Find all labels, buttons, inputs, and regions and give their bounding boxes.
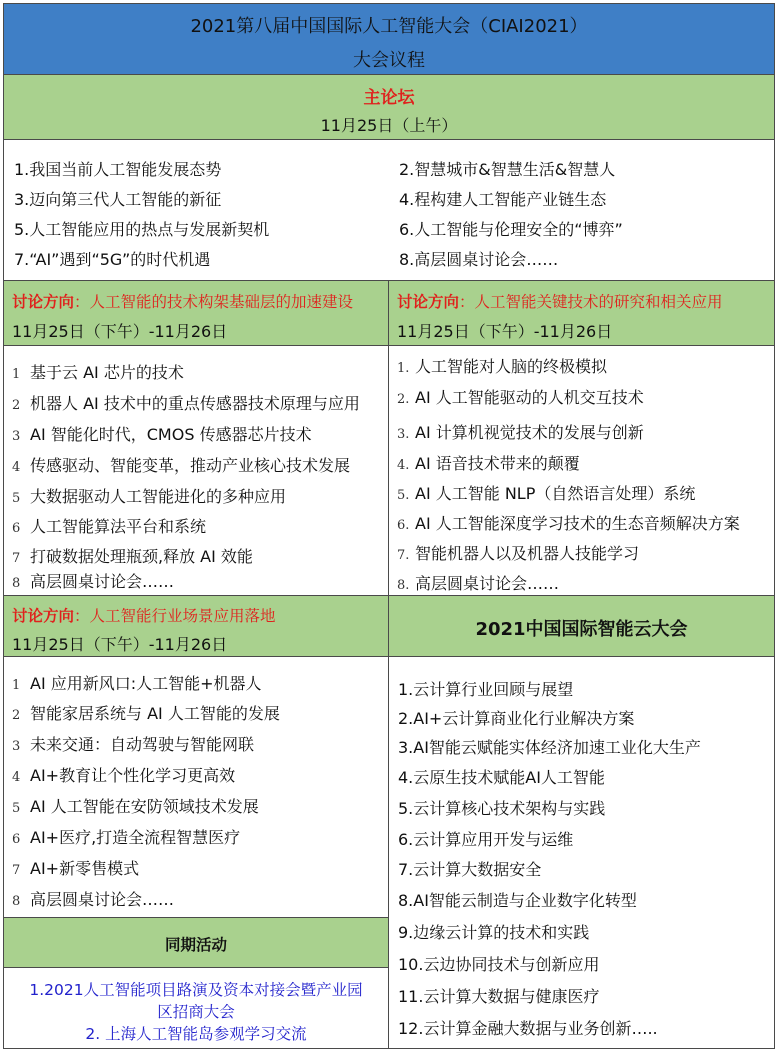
track-b-items — [388, 345, 775, 596]
track-a-title — [12, 290, 353, 312]
list-item: 4 传感驱动、智能变革，推动产业核心技术发展 — [12, 456, 351, 475]
list-item: 4.云原生技术赋能AI人工智能 — [398, 768, 605, 787]
list-item: 1 基于云 AI 芯片的技术 — [12, 363, 184, 382]
track-c-header — [3, 595, 389, 657]
track-c-label: 讨论方向 — [12, 607, 75, 625]
track-a-header — [3, 280, 389, 346]
list-item: 1.我国当前人工智能发展态势 — [14, 160, 222, 179]
track-c-date: 11月25日（下午）-11月26日 — [12, 635, 228, 654]
list-item: 6. AI 人工智能深度学习技术的生态音频解决方案 — [397, 514, 740, 533]
list-item: 9.边缘云计算的技术和实践 — [398, 923, 590, 942]
track-b-date: 11月25日（下午）-11月26日 — [397, 322, 613, 341]
list-item: 6 AI+医疗,打造全流程智慧医疗 — [12, 828, 241, 847]
list-item: 5 AI 人工智能在安防领域技术发展 — [12, 797, 259, 816]
list-item: 2.AI+云计算商业化行业解决方案 — [398, 709, 635, 728]
side-events-title: 同期活动 — [164, 936, 227, 954]
list-item: 3 AI 智能化时代，CMOS 传感器芯片技术 — [12, 425, 312, 444]
cloud-conf-items — [388, 656, 775, 1049]
track-c-items — [3, 656, 389, 918]
list-item: 3 未来交通：自动驾驶与智能网联 — [12, 735, 255, 754]
list-item: 5. AI 人工智能 NLP（自然语言处理）系统 — [397, 484, 696, 503]
list-item: 7 AI+新零售模式 — [12, 859, 140, 878]
side-events-header — [3, 917, 389, 968]
track-a-label: 讨论方向 — [12, 293, 75, 311]
list-item: 6.云计算应用开发与运维 — [398, 830, 574, 849]
list-item: 8. 高层圆桌讨论会…… — [397, 574, 560, 593]
list-item: 8.AI智能云制造与企业数字化转型 — [398, 891, 637, 910]
list-item: 2 机器人 AI 技术中的重点传感器技术原理与应用 — [12, 394, 360, 413]
track-b-header — [388, 280, 775, 346]
track-b-label: 讨论方向 — [397, 293, 460, 311]
list-item: 2 智能家居系统与 AI 人工智能的发展 — [12, 704, 280, 723]
list-item: 2.智慧城市&智慧生活&智慧人 — [399, 160, 616, 179]
list-item: 3. AI 计算机视觉技术的发展与创新 — [397, 423, 644, 442]
list-item: 5.人工智能应用的热点与发展新契机 — [14, 220, 270, 239]
list-item: 3.迈向第三代人工智能的新征 — [14, 190, 222, 209]
track-c-topic: ：人工智能行业场景应用落地 — [74, 607, 276, 625]
side-event-1-line1: 1.2021人工智能项目路演及资本对接会暨产业园 — [29, 981, 363, 999]
list-item: 4. AI 语音技术带来的颠覆 — [397, 454, 580, 473]
list-item: 8.高层圆桌讨论会…… — [399, 250, 559, 269]
list-item: 5.云计算核心技术架构与实践 — [398, 799, 606, 818]
main-forum-date: 11月25日（上午） — [320, 116, 458, 135]
header-banner — [3, 3, 775, 75]
main-forum-items — [3, 139, 775, 281]
agenda-subtitle: 大会议程 — [353, 50, 425, 71]
track-a-date: 11月25日（下午）-11月26日 — [12, 322, 228, 341]
list-item: 10.云边协同技术与创新应用 — [398, 955, 600, 974]
list-item: 1 AI 应用新风口:人工智能+机器人 — [12, 674, 262, 693]
main-forum-label: 主论坛 — [363, 88, 415, 108]
track-b-title — [397, 290, 723, 312]
list-item: 8 高层圆桌讨论会…… — [12, 572, 175, 591]
side-event-1-line2: 区招商大会 — [157, 1003, 235, 1021]
conference-title: 2021第八届中国国际人工智能大会（CIAI2021） — [190, 16, 588, 37]
cloud-conf-title: 2021中国国际智能云大会 — [475, 619, 688, 640]
track-a-topic: ：人工智能的技术构架基础层的加速建设 — [74, 293, 354, 311]
track-c-title — [12, 604, 276, 626]
list-item: 6.人工智能与伦理安全的“博弈” — [399, 220, 623, 239]
side-event-2: 2. 上海人工智能岛参观学习交流 — [85, 1025, 307, 1043]
list-item: 1.云计算行业回顾与展望 — [398, 680, 574, 699]
list-item: 7.“AI”遇到“5G”的时代机遇 — [14, 250, 211, 269]
list-item: 5 大数据驱动人工智能进化的多种应用 — [12, 487, 287, 506]
list-item: 7 打破数据处理瓶颈,释放 AI 效能 — [12, 547, 253, 566]
list-item: 7. 智能机器人以及机器人技能学习 — [397, 544, 640, 563]
main-forum-header — [3, 74, 775, 140]
list-item: 8 高层圆桌讨论会…… — [12, 890, 175, 909]
list-item: 6 人工智能算法平台和系统 — [12, 517, 207, 536]
cloud-conf-header — [388, 595, 775, 657]
list-item: 3.AI智能云赋能实体经济加速工业化大生产 — [398, 738, 701, 757]
track-b-topic: ：人工智能关键技术的研究和相关应用 — [459, 293, 723, 311]
track-a-items — [3, 345, 389, 596]
list-item: 7.云计算大数据安全 — [398, 860, 542, 879]
list-item: 12.云计算金融大数据与业务创新….. — [398, 1019, 658, 1038]
list-item: 2. AI 人工智能驱动的人机交互技术 — [397, 388, 644, 407]
side-events-content — [3, 967, 389, 1049]
list-item: 11.云计算大数据与健康医疗 — [398, 987, 600, 1006]
list-item: 4.程构建人工智能产业链生态 — [399, 190, 607, 209]
list-item: 1. 人工智能对人脑的终极模拟 — [397, 357, 608, 376]
list-item: 4 AI+教育让个性化学习更高效 — [12, 766, 236, 785]
